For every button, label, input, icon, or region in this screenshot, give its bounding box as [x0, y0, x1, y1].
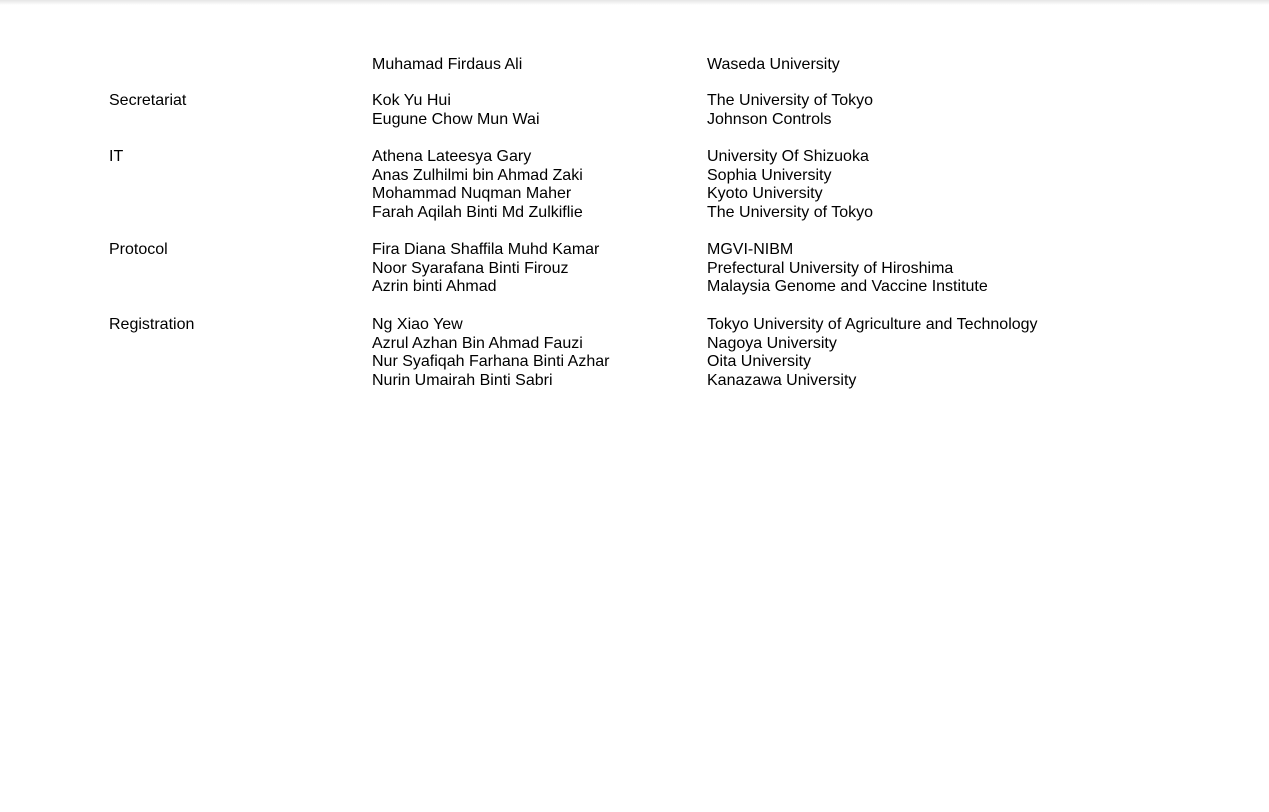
member-name: Nurin Umairah Binti Sabri [372, 372, 553, 390]
member-affiliations [707, 316, 1038, 391]
committee-role: Secretariat [109, 92, 187, 109]
committee-role: Registration [109, 316, 195, 333]
member-names [372, 148, 583, 223]
member-affiliation: The University of Tokyo [707, 92, 873, 109]
member-name: Nur Syafiqah Farhana Binti Azhar [372, 353, 610, 371]
member-affiliation: MGVI-NIBM [707, 241, 794, 258]
member-affiliation: Nagoya University [707, 334, 837, 352]
member-affiliations [707, 92, 873, 129]
member-affiliation: The University of Tokyo [707, 204, 873, 222]
member-names [372, 316, 609, 391]
member-affiliation: Oita University [707, 353, 812, 371]
member-name: Azrin binti Ahmad [372, 278, 497, 296]
member-name: Mohammad Nuqman Maher [372, 185, 572, 203]
member-name: Anas Zulhilmi bin Ahmad Zaki [372, 166, 583, 184]
member-name: Kok Yu Hui [372, 92, 451, 109]
member-affiliations [707, 241, 988, 297]
member-affiliation: Kanazawa University [707, 372, 857, 390]
member-name: Farah Aqilah Binti Md Zulkiflie [372, 204, 583, 222]
member-affiliations [707, 56, 840, 75]
member-affiliation: Johnson Controls [707, 110, 832, 128]
member-name: Noor Syarafana Binti Firouz [372, 259, 569, 277]
member-affiliation: Prefectural University of Hiroshima [707, 259, 954, 277]
member-name: Ng Xiao Yew [372, 316, 463, 333]
member-affiliation: Malaysia Genome and Vaccine Institute [707, 278, 988, 296]
member-affiliation: Sophia University [707, 166, 832, 184]
committee-role: IT [109, 148, 124, 165]
member-names [372, 92, 540, 129]
member-affiliation: Tokyo University of Agriculture and Technology [707, 316, 1038, 333]
member-name: Athena Lateesya Gary [372, 148, 532, 165]
committee-role: Protocol [109, 241, 168, 258]
member-name: Muhamad Firdaus Ali [372, 56, 523, 73]
member-name: Azrul Azhan Bin Ahmad Fauzi [372, 334, 583, 352]
member-affiliations [707, 148, 873, 223]
member-affiliation: University Of Shizuoka [707, 148, 869, 165]
page-top-shadow [0, 0, 1269, 5]
member-names [372, 241, 599, 297]
member-affiliation: Waseda University [707, 56, 840, 73]
member-names [372, 56, 522, 75]
member-name: Eugune Chow Mun Wai [372, 110, 540, 128]
member-name: Fira Diana Shaffila Muhd Kamar [372, 241, 600, 258]
member-affiliation: Kyoto University [707, 185, 823, 203]
